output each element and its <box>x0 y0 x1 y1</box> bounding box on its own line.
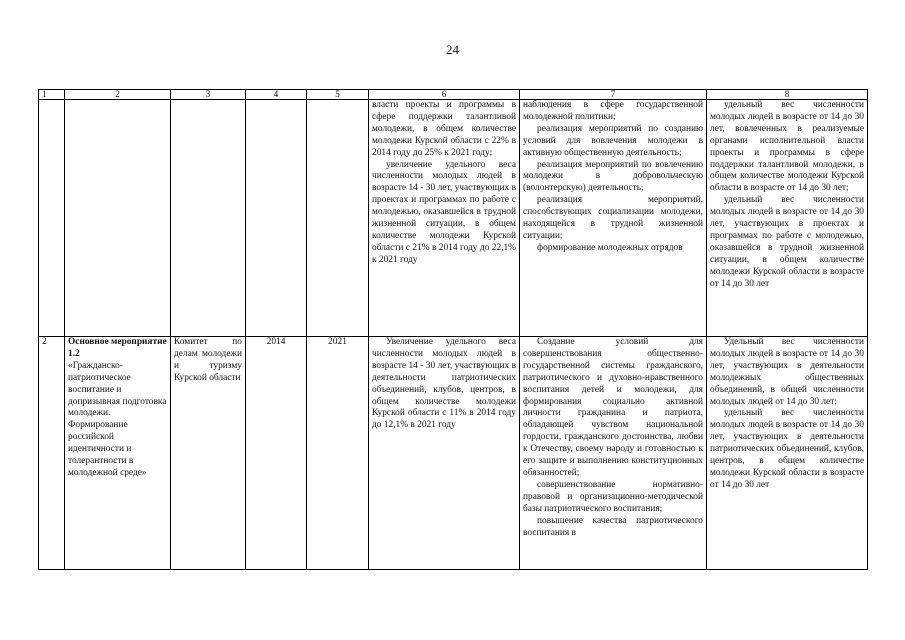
cont-result-para-2: увеличение удельного веса численности молодых людей в возрасте 14 - 30 лет, участвующих в проектах и программах по работе с молодежью, оказавшейся в трудной жизненной ситуации, в общем количестве молодежи Курской области с 21% в 2014 году до 22,1% к 2021 году <box>372 159 516 265</box>
row2-name-title: Основное мероприятие 1.2 <box>68 337 167 359</box>
cont-directions-para-3: реализация мероприятий по вовлечению молодежи в добровольческую (волонтерскую) деятельность; <box>523 159 703 194</box>
col-header-4: 4 <box>246 90 307 100</box>
row2-indicators-para-2: удельный вес численности молодых людей в возрасте от 14 до 30 лет, участвующих в деятельности патриотических объединений, клубов, центров, в общем количестве молодежи Курской области в возрасте от 14 до 30 лет <box>710 408 864 490</box>
col-header-8: 8 <box>707 90 868 100</box>
cont-indicators-cell <box>707 100 868 337</box>
row2-directions-clip <box>523 337 703 569</box>
cont-directions-para-1: наблюдения в сфере государственной молодежной политики; <box>523 100 703 122</box>
row2-result-cell: Увеличение удельного веса численности молодых людей в возрасте 14 - 30 лет, участвующих в деятельности патриотических объединений, клубов, центров, в общем количестве молодежи Курской области с 11% в 2014 году до 12,1% в 2021 году <box>369 337 520 570</box>
col-header-6: 6 <box>369 90 520 100</box>
row2-directions-cell <box>520 337 707 570</box>
cont-num-cell <box>39 100 65 337</box>
table-row-continued <box>39 100 868 337</box>
row2-indicators-cell <box>707 337 868 570</box>
row2-directions-para-1: Создание условий для совершенствования общественно-государственной системы гражданского, патриотического и духовно-нравственного воспитания детей и молодежи, для формирования социально активной личности гражданина и патриота, обладающей чувством национальной гордости, гражданского достоинства, любви к Отечеству, своему народу и готовностью к его защите и выполнению конституционных обязанностей; <box>523 337 703 478</box>
cont-end-cell <box>307 100 369 337</box>
header-row <box>39 90 868 100</box>
col-header-5: 5 <box>307 90 369 100</box>
col-header-2: 2 <box>65 90 171 100</box>
cont-executor-cell <box>171 100 246 337</box>
program-table <box>38 89 868 570</box>
cont-indicators-para-1: удельный вес численности молодых людей в возрасте от 14 до 30 лет, вовлеченных в реализуемые органами исполнительной власти проекты и программы в сфере поддержки талантливой молодежи, в общем количестве молодежи Курской области в возрасте от 14 до 30 лет; <box>710 100 864 194</box>
page-number: 24 <box>446 42 459 57</box>
row2-end-year: 2021 <box>307 337 369 570</box>
cont-directions-para-5: формирование молодежных отрядов <box>537 242 683 253</box>
cont-result-para-1: власти проекты и программы в сфере поддержки талантливой молодежи, в общем количестве молодежи Курской области с 22% в 2014 году до 25% к 2021 году; <box>372 100 516 158</box>
row2-name-text: «Гражданско-патриотическое воспитание и допризывная подготовка молодежи. Формирование российской идентичности и толерантности в молодежной среде» <box>68 360 167 478</box>
cont-directions-para-4: реализация мероприятий, способствующих социализации молодежи, находящейся в трудной жизненной ситуации; <box>523 195 703 241</box>
cont-directions-para-2: реализация мероприятий по созданию условий для вовлечения молодежи в активную общественную деятельность; <box>523 123 703 158</box>
cont-directions-cell <box>520 100 707 337</box>
col-header-3: 3 <box>171 90 246 100</box>
row2-num-cell: 2 <box>39 337 65 570</box>
row2-directions-para-3: повышение качества патриотического воспитания в <box>523 515 703 538</box>
cont-result-cell <box>369 100 520 337</box>
row2-name-cell <box>65 337 171 570</box>
row2-start-year: 2014 <box>246 337 307 570</box>
col-header-1: 1 <box>39 90 65 100</box>
col-header-7: 7 <box>520 90 707 100</box>
cont-name-cell <box>65 100 171 337</box>
row2-executor-cell: Комитет по делам молодежи и туризму Курской области <box>171 337 246 570</box>
row2-directions-para-2: совершенствование нормативно-правовой и организационно-методической базы патриотического воспитания; <box>523 479 703 514</box>
cont-start-cell <box>246 100 307 337</box>
row2-indicators-para-1: Удельный вес численности молодых людей в возрасте от 14 до 30 лет, участвующих в деятельности молодежных общественных объединений, в общей численности молодых людей от 14 до 30 лет; <box>710 337 864 407</box>
table-row-2 <box>39 337 868 570</box>
cont-indicators-para-2: удельный вес численности молодых людей в возрасте от 14 до 30 лет, участвующих в проектах и программах по работе с молодежью, оказавшейся в трудной жизненной ситуации, в общем количестве молодежи Курской области в возрасте от 14 до 30 лет <box>710 195 864 289</box>
